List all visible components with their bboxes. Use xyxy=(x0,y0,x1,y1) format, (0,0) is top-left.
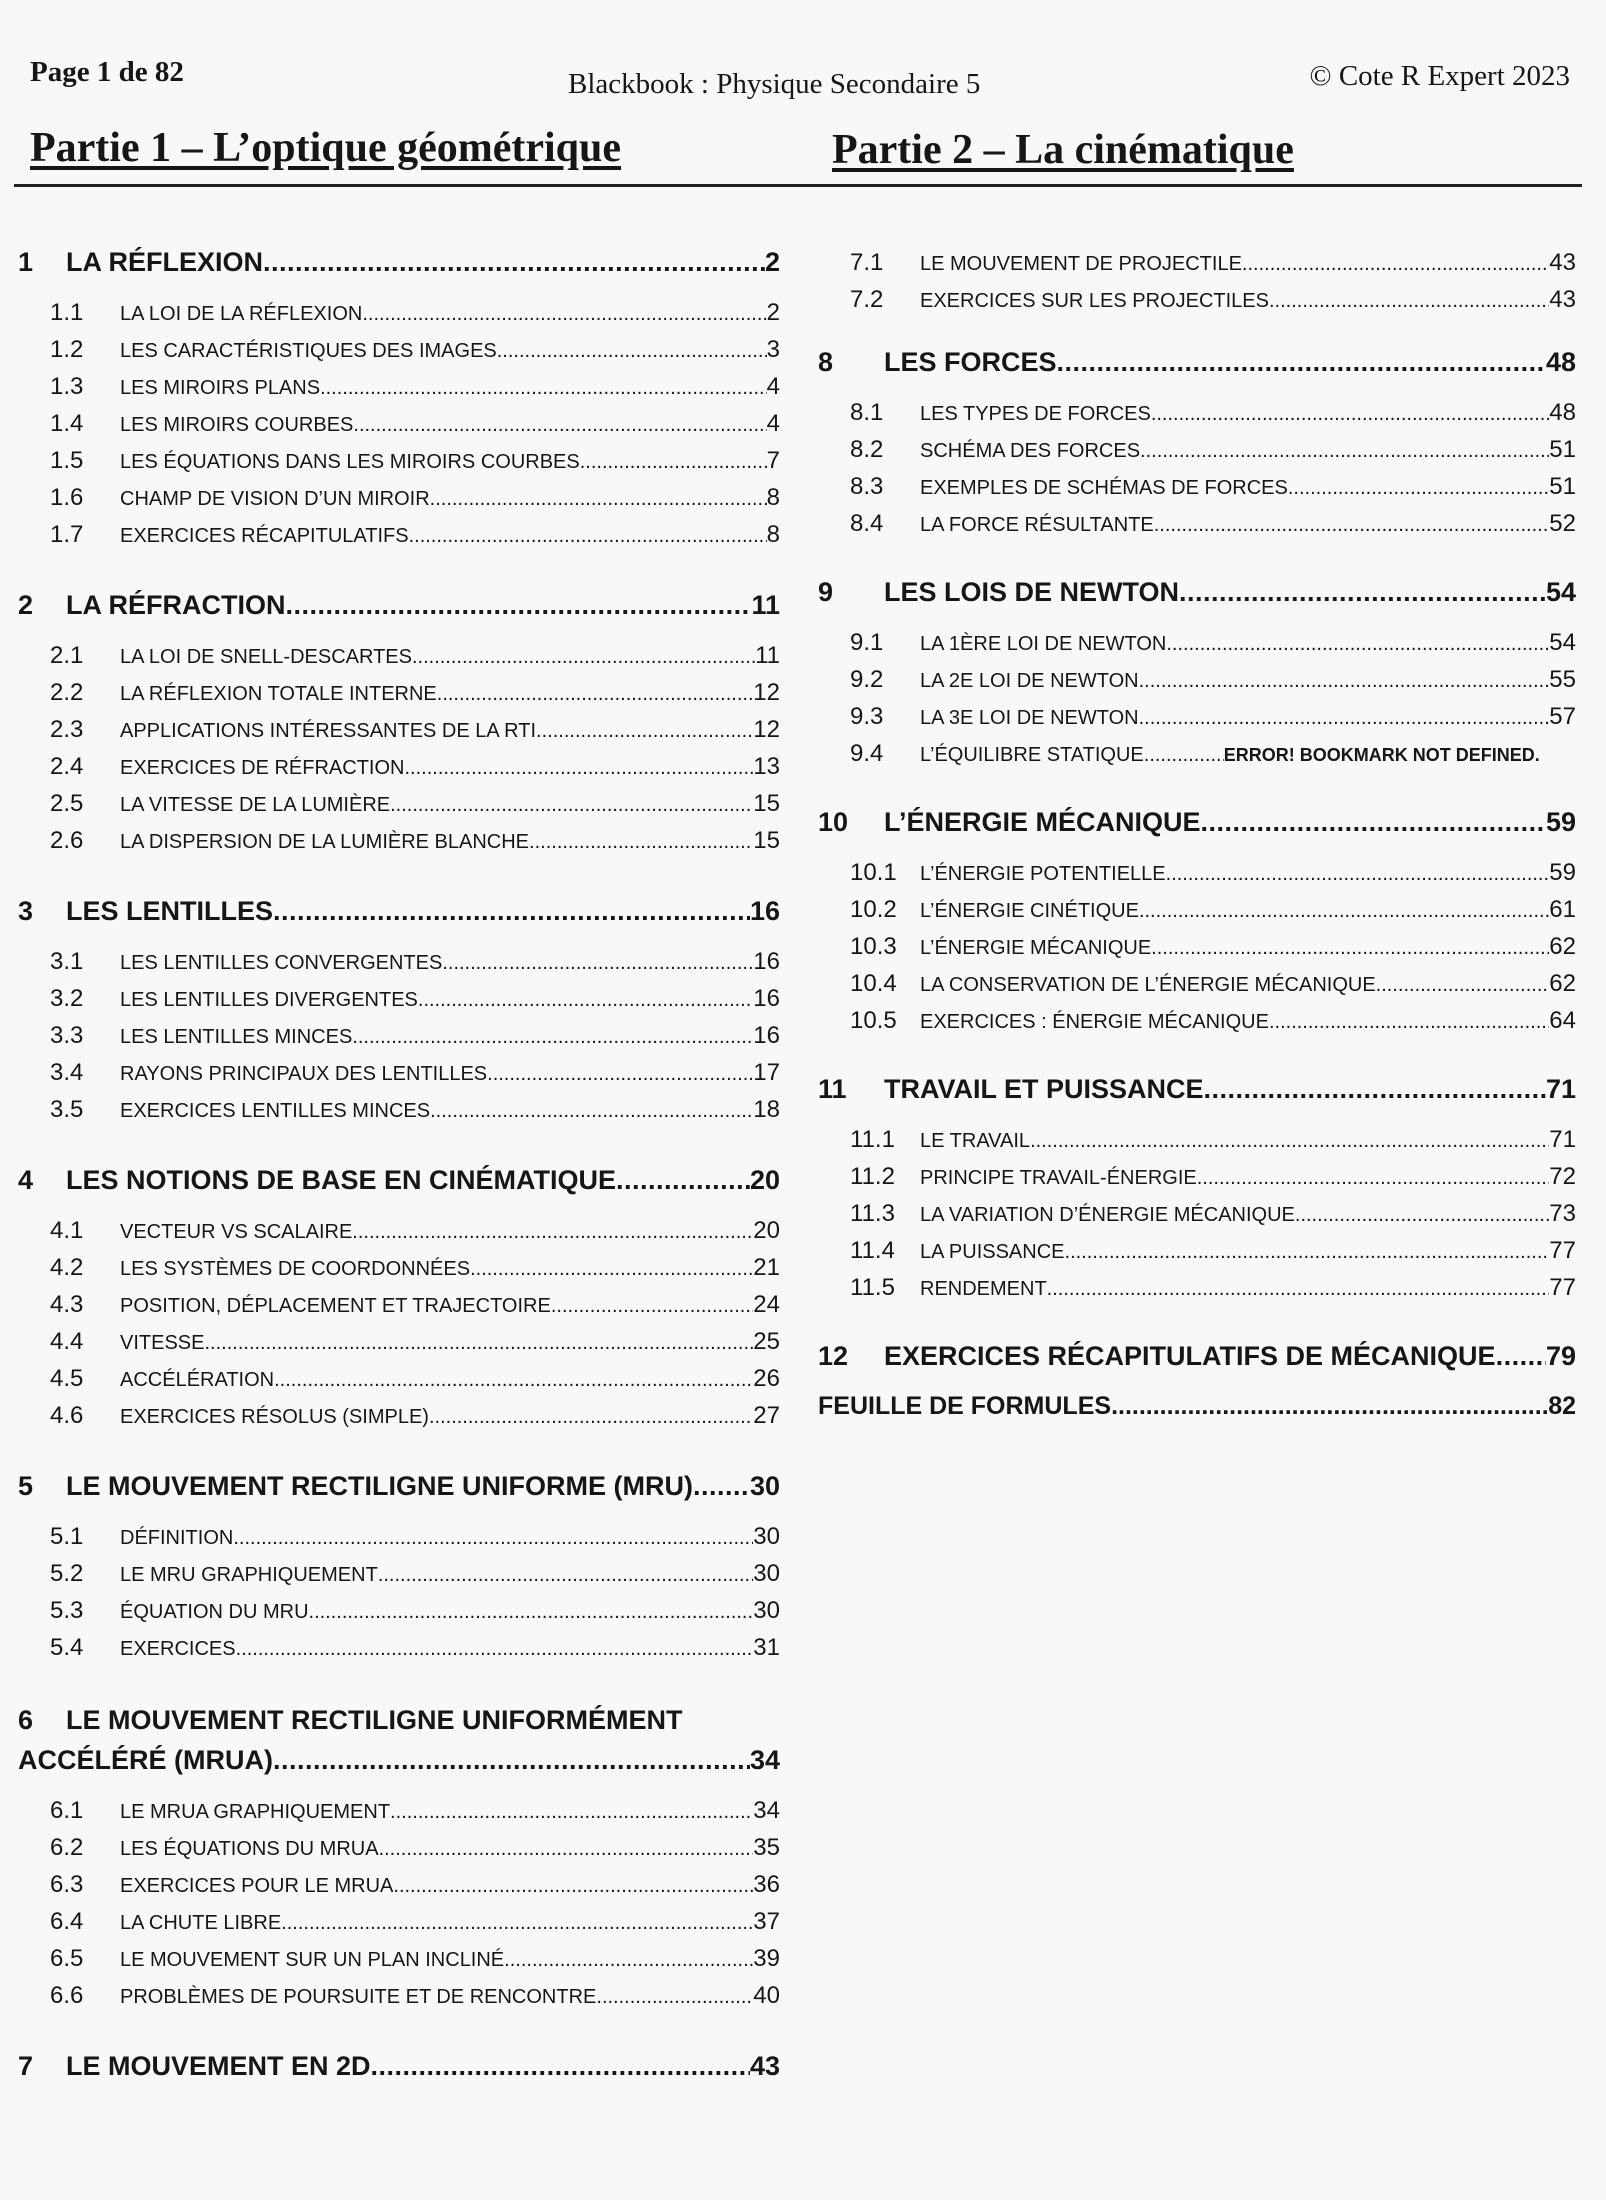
toc-left-column xyxy=(0,245,780,2117)
toc-section-entry[interactable]: 6.1 LE MRUA GRAPHIQUEMENT ..... 34 xyxy=(0,1793,780,1830)
toc-section-entry[interactable]: 4.2 LES SYSTÈMES DE COORDONNÉES ..... 21 xyxy=(0,1250,780,1287)
toc-section-entry[interactable]: 1.6 CHAMP DE VISION D’UN MIROIR ..... 8 xyxy=(0,480,780,517)
toc-section-entry[interactable]: 3.4 RAYONS PRINCIPAUX DES LENTILLES ..... 17 xyxy=(0,1055,780,1092)
toc-chapter-entry[interactable]: 4 LES NOTIONS DE BASE EN CINÉMATIQUE ..... 20 xyxy=(0,1163,780,1197)
toc-section-entry[interactable]: 1.5 LES ÉQUATIONS DANS LES MIROIRS COURBES ..... 7 xyxy=(0,443,780,480)
toc-section-entry[interactable]: 8.1 LES TYPES DE FORCES ..... 48 xyxy=(818,395,1576,432)
toc-chapter-entry[interactable]: 3 LES LENTILLES ..... 16 xyxy=(0,894,780,928)
toc-section-entry[interactable]: 11.2 PRINCIPE TRAVAIL-ÉNERGIE ..... 72 xyxy=(818,1159,1576,1196)
chapter-2 xyxy=(0,588,780,860)
chapter-7-continued xyxy=(818,245,1576,319)
toc-section-entry[interactable]: 7.2 EXERCICES SUR LES PROJECTILES ..... 43 xyxy=(818,282,1576,319)
toc-section-entry[interactable]: 1.4 LES MIROIRS COURBES ..... 4 xyxy=(0,406,780,443)
toc-section-entry[interactable]: 2.3 APPLICATIONS INTÉRESSANTES DE LA RTI ..... 12 xyxy=(0,712,780,749)
toc-section-entry[interactable]: 10.3 L’ÉNERGIE MÉCANIQUE ..... 62 xyxy=(818,929,1576,966)
toc-chapter-title-line: 6 LE MOUVEMENT RECTILIGNE UNIFORMÉMENT xyxy=(18,1705,683,1735)
toc-chapter-entry[interactable]: 10 L’ÉNERGIE MÉCANIQUE ..... 59 xyxy=(818,805,1576,839)
toc-section-entry[interactable]: 6.6 PROBLÈMES DE POURSUITE ET DE RENCONTRE ..... 40 xyxy=(0,1978,780,2015)
toc-chapter-entry[interactable]: ACCÉLÉRÉ (MRUA) ..... 34 xyxy=(0,1743,780,1777)
toc-chapter-entry[interactable]: 5 LE MOUVEMENT RECTILIGNE UNIFORME (MRU) ..... 30 xyxy=(0,1469,780,1503)
part-1-title: Partie 1 – L’optique géométrique xyxy=(30,125,622,171)
chapter-11 xyxy=(818,1072,1576,1307)
chapter-9 xyxy=(818,575,1576,773)
toc-section-entry[interactable]: 1.1 LA LOI DE LA RÉFLEXION ..... 2 xyxy=(0,295,780,332)
toc-section-entry[interactable]: 8.2 SCHÉMA DES FORCES ..... 51 xyxy=(818,432,1576,469)
toc-section-entry[interactable]: 11.5 RENDEMENT ..... 77 xyxy=(818,1270,1576,1307)
chapter-5 xyxy=(0,1469,780,1667)
chapter-10 xyxy=(818,805,1576,1040)
toc-section-entry[interactable]: 11.3 LA VARIATION D’ÉNERGIE MÉCANIQUE ..... 73 xyxy=(818,1196,1576,1233)
toc-section-entry[interactable]: 1.3 LES MIROIRS PLANS ..... 4 xyxy=(0,369,780,406)
toc-formulas-entry[interactable]: FEUILLE DE FORMULES ..... 82 xyxy=(818,1389,1576,1423)
toc-chapter-entry[interactable]: 7 LE MOUVEMENT EN 2D ..... 43 xyxy=(0,2049,780,2083)
toc-section-entry[interactable]: 4.3 POSITION, DÉPLACEMENT ET TRAJECTOIRE ..... 24 xyxy=(0,1287,780,1324)
toc-section-entry[interactable]: 1.7 EXERCICES RÉCAPITULATIFS ..... 8 xyxy=(0,517,780,554)
toc-section-entry[interactable]: 6.4 LA CHUTE LIBRE ..... 37 xyxy=(0,1904,780,1941)
toc-section-entry[interactable]: 6.2 LES ÉQUATIONS DU MRUA ..... 35 xyxy=(0,1830,780,1867)
toc-section-entry[interactable]: 9.4 L’ÉQUILIBRE STATIQUE ..... ERROR! BOOKMARK NOT DEFINED. xyxy=(818,736,1576,773)
toc-chapter-entry[interactable]: 11 TRAVAIL ET PUISSANCE ..... 71 xyxy=(818,1072,1576,1106)
toc-section-entry[interactable]: 9.3 LA 3E LOI DE NEWTON ..... 57 xyxy=(818,699,1576,736)
toc-section-entry[interactable]: 10.4 LA CONSERVATION DE L’ÉNERGIE MÉCANIQUE ..... 62 xyxy=(818,966,1576,1003)
toc-section-entry[interactable]: 10.2 L’ÉNERGIE CINÉTIQUE ..... 61 xyxy=(818,892,1576,929)
chapter-3 xyxy=(0,894,780,1129)
toc-section-entry[interactable]: 2.6 LA DISPERSION DE LA LUMIÈRE BLANCHE ..... 15 xyxy=(0,823,780,860)
copyright: © Cote R Expert 2023 xyxy=(1309,60,1570,92)
toc-section-entry[interactable]: 4.5 ACCÉLÉRATION ..... 26 xyxy=(0,1361,780,1398)
toc-section-entry[interactable]: 3.1 LES LENTILLES CONVERGENTES ..... 16 xyxy=(0,944,780,981)
toc-section-entry[interactable]: 3.2 LES LENTILLES DIVERGENTES ..... 16 xyxy=(0,981,780,1018)
toc-section-entry[interactable]: 4.6 EXERCICES RÉSOLUS (SIMPLE) ..... 27 xyxy=(0,1398,780,1435)
toc-section-entry[interactable]: 5.1 DÉFINITION ..... 30 xyxy=(0,1519,780,1556)
toc-section-entry[interactable]: 2.1 LA LOI DE SNELL-DESCARTES ..... 11 xyxy=(0,638,780,675)
chapter-8 xyxy=(818,345,1576,543)
chapter-6 xyxy=(0,1701,780,2015)
toc-section-entry[interactable]: 5.4 EXERCICES ..... 31 xyxy=(0,1630,780,1667)
toc-section-entry[interactable]: 8.4 LA FORCE RÉSULTANTE ..... 52 xyxy=(818,506,1576,543)
toc-section-entry[interactable]: 6.3 EXERCICES POUR LE MRUA ..... 36 xyxy=(0,1867,780,1904)
toc-section-entry[interactable]: 4.1 VECTEUR VS SCALAIRE ..... 20 xyxy=(0,1213,780,1250)
page-header xyxy=(0,0,1606,200)
chapter-7 xyxy=(0,2049,780,2083)
toc-section-entry[interactable]: 9.1 LA 1ÈRE LOI DE NEWTON ..... 54 xyxy=(818,625,1576,662)
toc-section-entry[interactable]: 8.3 EXEMPLES DE SCHÉMAS DE FORCES ..... 51 xyxy=(818,469,1576,506)
toc-chapter-entry[interactable]: 9 LES LOIS DE NEWTON ..... 54 xyxy=(818,575,1576,609)
toc-section-entry[interactable]: 6.5 LE MOUVEMENT SUR UN PLAN INCLINÉ ..... 39 xyxy=(0,1941,780,1978)
toc-section-entry[interactable]: 5.2 LE MRU GRAPHIQUEMENT ..... 30 xyxy=(0,1556,780,1593)
toc-chapter-entry[interactable]: 2 LA RÉFRACTION ..... 11 xyxy=(0,588,780,622)
header-divider xyxy=(14,184,1582,187)
toc-section-entry[interactable]: 3.3 LES LENTILLES MINCES ..... 16 xyxy=(0,1018,780,1055)
toc-section-entry[interactable]: 7.1 LE MOUVEMENT DE PROJECTILE ..... 43 xyxy=(818,245,1576,282)
toc-chapter-entry[interactable]: 12 EXERCICES RÉCAPITULATIFS DE MÉCANIQUE ..... 79 xyxy=(818,1339,1576,1373)
toc-section-entry[interactable]: 1.2 LES CARACTÉRISTIQUES DES IMAGES ..... 3 xyxy=(0,332,780,369)
toc-section-entry[interactable]: 5.3 ÉQUATION DU MRU ..... 30 xyxy=(0,1593,780,1630)
toc-section-entry[interactable]: 10.1 L’ÉNERGIE POTENTIELLE ..... 59 xyxy=(818,855,1576,892)
part-2-title: Partie 2 – La cinématique xyxy=(832,127,1294,173)
toc-section-entry[interactable]: 11.1 LE TRAVAIL ..... 71 xyxy=(818,1122,1576,1159)
toc-section-entry[interactable]: 4.4 VITESSE ..... 25 xyxy=(0,1324,780,1361)
toc-section-entry[interactable]: 2.4 EXERCICES DE RÉFRACTION ..... 13 xyxy=(0,749,780,786)
chapter-4 xyxy=(0,1163,780,1435)
toc-section-entry[interactable]: 10.5 EXERCICES : ÉNERGIE MÉCANIQUE ..... 64 xyxy=(818,1003,1576,1040)
toc-chapter-entry[interactable]: 8 LES FORCES ..... 48 xyxy=(818,345,1576,379)
chapter-12 xyxy=(818,1339,1576,1373)
toc-section-entry[interactable]: 2.2 LA RÉFLEXION TOTALE INTERNE ..... 12 xyxy=(0,675,780,712)
book-title: Blackbook : Physique Secondaire 5 xyxy=(568,68,981,100)
toc-section-entry[interactable]: 11.4 LA PUISSANCE ..... 77 xyxy=(818,1233,1576,1270)
toc-section-entry[interactable]: 3.5 EXERCICES LENTILLES MINCES ..... 18 xyxy=(0,1092,780,1129)
toc-chapter-entry[interactable]: 1 LA RÉFLEXION ..... 2 xyxy=(0,245,780,279)
toc-right-column xyxy=(818,245,1576,1423)
page-number: Page 1 de 82 xyxy=(30,56,184,88)
toc-section-entry[interactable]: 9.2 LA 2E LOI DE NEWTON ..... 55 xyxy=(818,662,1576,699)
toc-section-entry[interactable]: 2.5 LA VITESSE DE LA LUMIÈRE ..... 15 xyxy=(0,786,780,823)
chapter-1 xyxy=(0,245,780,554)
